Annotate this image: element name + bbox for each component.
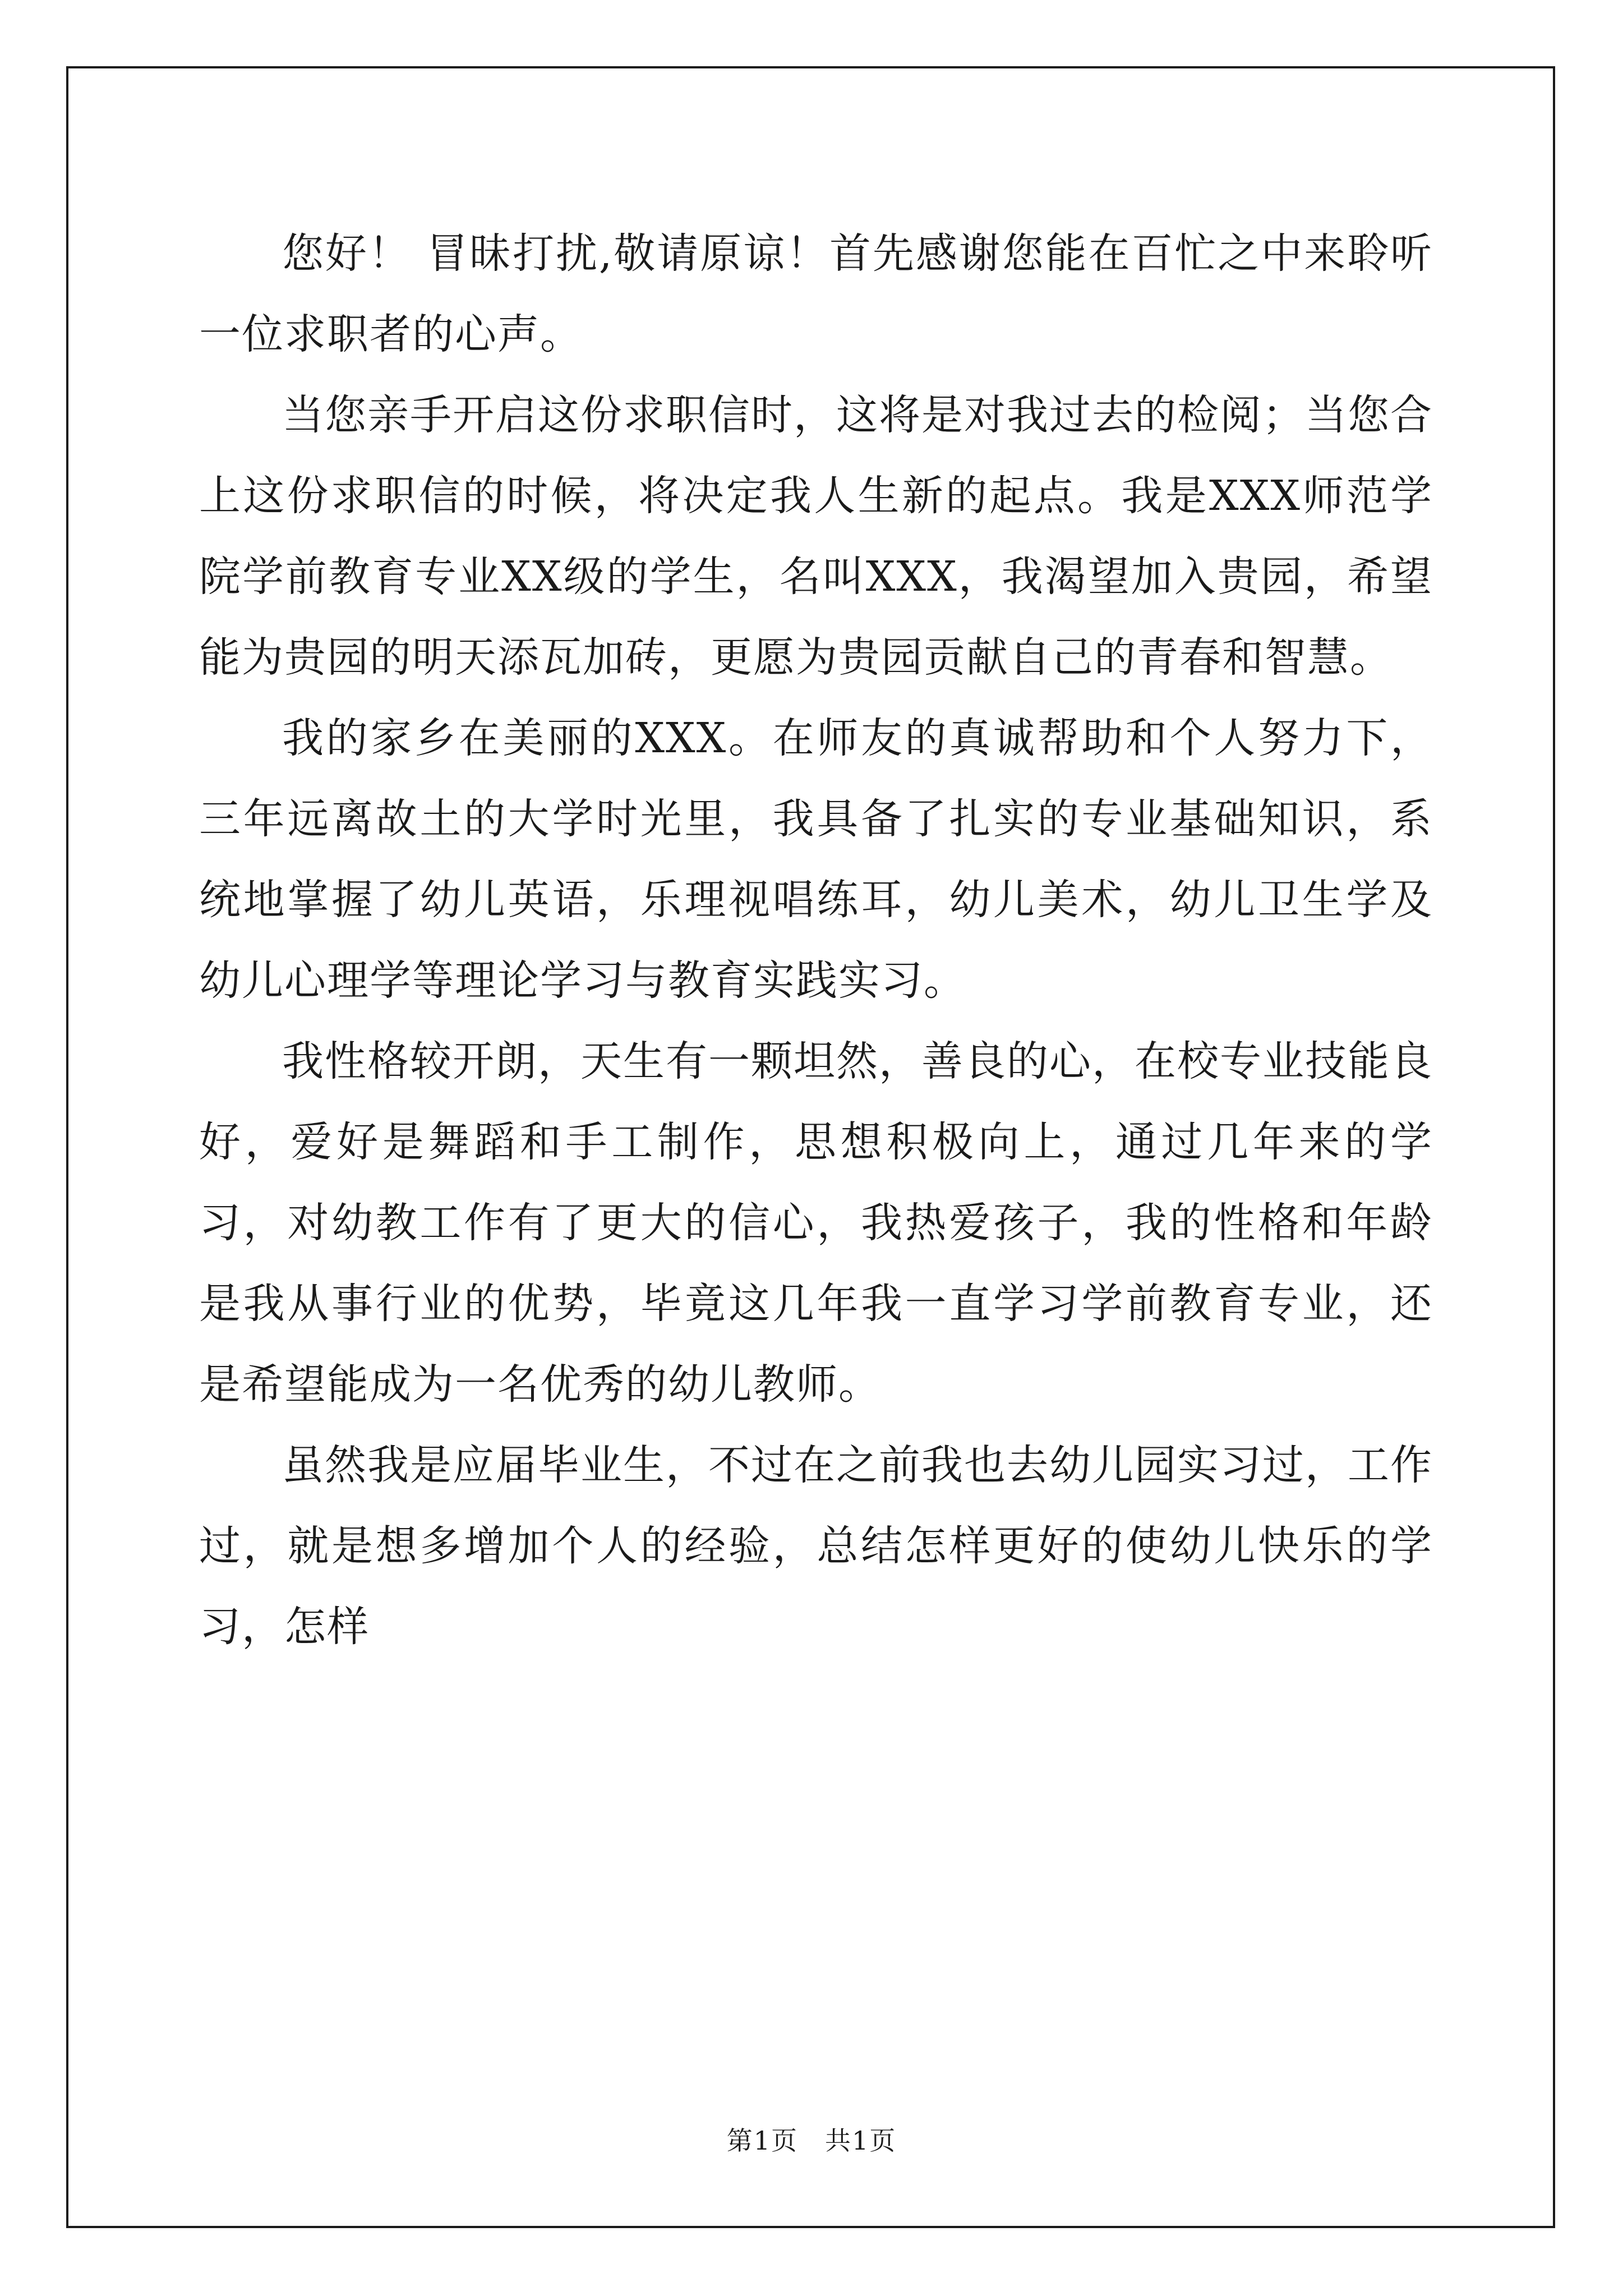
paragraph-personality: 我性格较开朗，天生有一颗坦然，善良的心，在校专业技能良好，爱好是舞蹈和手工制作，思想积极向上，通过几年来的学习，对幼教工作有了更大的信心，我热爱孩子，我的性格和年龄是我从事行业的优势，毕竟这几年我一直学习学前教育专业，还是希望能成为一名优秀的幼儿教师。 (199, 1037, 1433, 1409)
paragraph-experience: 虽然我是应届毕业生，不过在之前我也去幼儿园实习过，工作过，就是想多增加个人的经验，总结怎样更好的使幼儿快乐的学习，怎样 (199, 1441, 1433, 1651)
paragraph-greeting: 您好！ 冒昧打扰,敬请原谅！首先感谢您能在百忙之中来聆听一位求职者的心声。 (199, 229, 1433, 358)
document-body (199, 213, 1433, 1667)
paragraph-education: 我的家乡在美丽的XXX。在师友的真诚帮助和个人努力下，三年远离故土的大学时光里，我具备了扎实的专业基础知识，系统地掌握了幼儿英语，乐理视唱练耳，幼儿美术，幼儿卫生学及幼儿心理学等理论学习与教育实践实习。 (199, 714, 1433, 1005)
page-footer (0, 2120, 1623, 2157)
page-total: 共1页 (825, 2125, 897, 2156)
page-number: 第1页 (726, 2125, 798, 2156)
paragraph-introduction: 当您亲手开启这份求职信时，这将是对我过去的检阅；当您合上这份求职信的时候，将决定我人生新的起点。我是XXX师范学院学前教育专业XX级的学生，名叫XXX，我渴望加入贵园，希望能为贵园的明天添瓦加砖，更愿为贵园贡献自己的青春和智慧。 (199, 391, 1433, 682)
